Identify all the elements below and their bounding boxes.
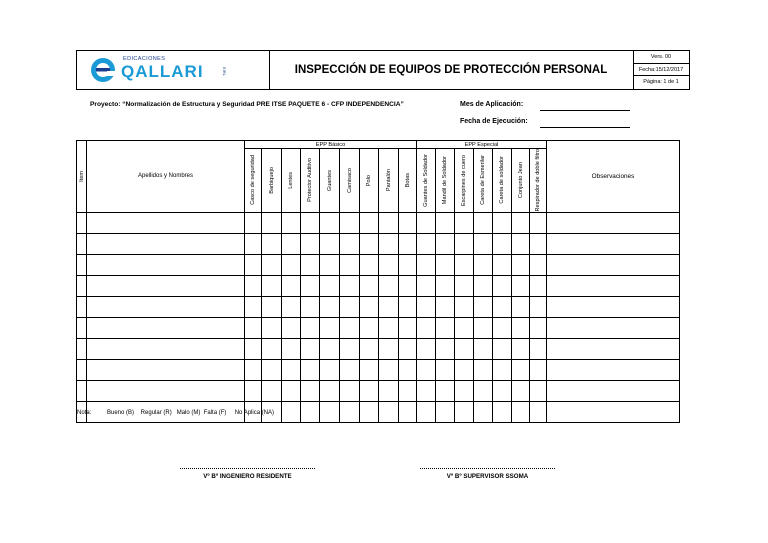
- header-basic-col-label: Polo: [366, 174, 372, 186]
- table-cell[interactable]: [417, 212, 436, 233]
- table-cell[interactable]: [417, 275, 436, 296]
- table-cell[interactable]: [547, 338, 680, 359]
- table-cell[interactable]: [340, 296, 360, 317]
- header-special-col-label: Mandil de Soldador: [442, 156, 448, 205]
- table-cell[interactable]: [379, 401, 399, 422]
- table-cell[interactable]: [417, 401, 436, 422]
- table-cell[interactable]: [530, 275, 547, 296]
- table-cell[interactable]: [320, 359, 340, 380]
- table-cell[interactable]: [262, 233, 282, 254]
- table-cell[interactable]: [340, 401, 360, 422]
- table-cell[interactable]: [301, 359, 320, 380]
- table-cell[interactable]: [530, 254, 547, 275]
- table-cell[interactable]: [282, 317, 301, 338]
- table-cell[interactable]: [379, 317, 399, 338]
- header-basic-col: [282, 149, 301, 213]
- header-epp-special: EPP Especial: [417, 141, 547, 149]
- table-cell[interactable]: [262, 317, 282, 338]
- table-cell[interactable]: [320, 212, 340, 233]
- table-cell[interactable]: [493, 296, 512, 317]
- table-cell[interactable]: [282, 359, 301, 380]
- table-cell[interactable]: [282, 212, 301, 233]
- table-cell[interactable]: [87, 296, 245, 317]
- table-cell[interactable]: [320, 317, 340, 338]
- table-cell[interactable]: [379, 212, 399, 233]
- table-cell[interactable]: [512, 233, 530, 254]
- table-cell[interactable]: [360, 254, 379, 275]
- table-cell[interactable]: [379, 233, 399, 254]
- table-cell[interactable]: [320, 254, 340, 275]
- header-basic-col-label: Lentes: [288, 171, 294, 189]
- table-cell[interactable]: [530, 212, 547, 233]
- table-cell[interactable]: [474, 254, 493, 275]
- table-cell[interactable]: [301, 401, 320, 422]
- note-legend: Bueno (B) Regular (R) Malo (M) Falta (F) No Aplica (NA): [107, 410, 275, 416]
- signature-line-right: [420, 468, 555, 469]
- table-cell[interactable]: [436, 275, 455, 296]
- table-cell[interactable]: [547, 254, 680, 275]
- table-cell[interactable]: [493, 233, 512, 254]
- header-special-col: [474, 149, 493, 213]
- table-cell[interactable]: [474, 233, 493, 254]
- table-cell[interactable]: [530, 317, 547, 338]
- table-cell[interactable]: [455, 317, 474, 338]
- header-basic-col-label: Casco de seguridad: [250, 155, 256, 206]
- table-cell[interactable]: [455, 212, 474, 233]
- table-cell[interactable]: [493, 380, 512, 401]
- document-header: [76, 50, 690, 90]
- table-cell[interactable]: [436, 254, 455, 275]
- table-cell[interactable]: [493, 359, 512, 380]
- table-cell[interactable]: [436, 233, 455, 254]
- table-cell[interactable]: [530, 296, 547, 317]
- table-cell[interactable]: [474, 317, 493, 338]
- header-special-col-label: Escarpines de cuero: [461, 154, 467, 206]
- table-cell[interactable]: [512, 338, 530, 359]
- header-basic-col: [379, 149, 399, 213]
- table-cell[interactable]: [87, 338, 245, 359]
- table-cell[interactable]: [245, 275, 262, 296]
- header-special-col: [436, 149, 455, 213]
- table-cell[interactable]: [360, 380, 379, 401]
- table-cell[interactable]: [245, 317, 262, 338]
- table-cell[interactable]: [245, 233, 262, 254]
- header-special-col-label: Respirador de doble filtro: [535, 149, 541, 212]
- table-cell[interactable]: [512, 254, 530, 275]
- table-cell[interactable]: [245, 380, 262, 401]
- table-cell[interactable]: [282, 380, 301, 401]
- table-cell[interactable]: [455, 338, 474, 359]
- table-cell[interactable]: [493, 338, 512, 359]
- document-title: INSPECCIÓN DE EQUIPOS DE PROTECCIÓN PERSONAL: [269, 51, 634, 89]
- table-row: [77, 254, 680, 275]
- table-cell[interactable]: [455, 359, 474, 380]
- table-cell[interactable]: [379, 359, 399, 380]
- header-special-col-label: Careta de soldador: [499, 156, 505, 205]
- table-cell[interactable]: [340, 275, 360, 296]
- table-cell[interactable]: [360, 359, 379, 380]
- table-cell[interactable]: [262, 275, 282, 296]
- table-cell[interactable]: [436, 212, 455, 233]
- logo-suffix: EIRL: [222, 67, 227, 76]
- logo-wordmark: QALLARI: [121, 62, 204, 81]
- table-cell[interactable]: [399, 401, 417, 422]
- table-cell[interactable]: [301, 233, 320, 254]
- table-cell[interactable]: [262, 296, 282, 317]
- table-cell[interactable]: [245, 212, 262, 233]
- table-cell[interactable]: [301, 380, 320, 401]
- table-cell[interactable]: [87, 317, 245, 338]
- table-cell[interactable]: [493, 212, 512, 233]
- header-basic-col-label: Camisaco: [346, 167, 353, 193]
- signature-resident-label: Vº Bº INGENIERO RESIDENTE: [203, 473, 292, 480]
- header-item: [77, 141, 87, 213]
- table-group-header: [77, 141, 680, 149]
- table-cell[interactable]: [282, 296, 301, 317]
- table-cell[interactable]: [301, 254, 320, 275]
- logo-subtitle: EDICACIONES: [123, 56, 166, 62]
- page-label: Página: 1 de 1: [643, 79, 679, 86]
- table-cell[interactable]: [417, 359, 436, 380]
- table-cell[interactable]: [77, 359, 87, 380]
- inspection-table: [76, 140, 680, 423]
- header-basic-col: [360, 149, 379, 213]
- header-basic-col: [320, 149, 340, 213]
- table-cell[interactable]: [512, 317, 530, 338]
- table-cell[interactable]: [77, 233, 87, 254]
- version-label: Vers. 00: [633, 51, 689, 64]
- header-basic-col: [399, 149, 417, 213]
- table-cell[interactable]: [262, 380, 282, 401]
- table-row: [77, 212, 680, 233]
- execution-date-label: Fecha de Ejecución:: [460, 118, 528, 125]
- project-description: Proyecto: “Normalización de Estructura y Seguridad PRE ITSE PAQUETE 6 - CFP INDEPENDENCIA”: [90, 101, 404, 108]
- header-special-col: [530, 149, 547, 213]
- logo-cell: [77, 51, 270, 89]
- table-cell[interactable]: [87, 359, 245, 380]
- table-cell[interactable]: [379, 275, 399, 296]
- header-basic-col-label: Pantalón: [385, 169, 392, 192]
- table-cell[interactable]: [87, 233, 245, 254]
- signature-supervisor-label: Vº Bº SUPERVISOR SSOMA: [446, 473, 529, 480]
- table-cell[interactable]: [455, 233, 474, 254]
- header-basic-col-label: Botas: [404, 173, 411, 188]
- date-label: Fecha:15/12/2017: [633, 64, 689, 77]
- table-row: [77, 317, 680, 338]
- table-cell[interactable]: [282, 401, 301, 422]
- table-cell[interactable]: [77, 212, 87, 233]
- table-cell[interactable]: [262, 338, 282, 359]
- table-cell[interactable]: [547, 380, 680, 401]
- table-cell[interactable]: [455, 296, 474, 317]
- table-cell[interactable]: [77, 338, 87, 359]
- table-row: [77, 380, 680, 401]
- table-cell[interactable]: [340, 380, 360, 401]
- table-row: [77, 338, 680, 359]
- header-basic-col-label: Protector Auditivo: [307, 158, 313, 203]
- table-row: [77, 233, 680, 254]
- table-cell[interactable]: [493, 254, 512, 275]
- table-cell[interactable]: [493, 401, 512, 422]
- table-cell[interactable]: [512, 380, 530, 401]
- table-cell[interactable]: [77, 317, 87, 338]
- table-cell[interactable]: [530, 359, 547, 380]
- table-cell[interactable]: [301, 275, 320, 296]
- table-cell[interactable]: [512, 275, 530, 296]
- header-observations: Observaciones: [547, 141, 680, 213]
- table-cell[interactable]: [417, 233, 436, 254]
- table-cell[interactable]: [436, 317, 455, 338]
- table-cell[interactable]: [474, 380, 493, 401]
- header-basic-col: [301, 149, 320, 213]
- table-cell[interactable]: [320, 380, 340, 401]
- table-cell[interactable]: [455, 380, 474, 401]
- table-cell[interactable]: [399, 338, 417, 359]
- table-cell[interactable]: [512, 401, 530, 422]
- table-cell[interactable]: [360, 317, 379, 338]
- table-cell[interactable]: [474, 401, 493, 422]
- table-cell[interactable]: [512, 359, 530, 380]
- table-cell[interactable]: [87, 254, 245, 275]
- table-row: [77, 359, 680, 380]
- table-cell[interactable]: [455, 254, 474, 275]
- header-special-col-label: Conjunto Jean: [517, 162, 524, 199]
- table-cell[interactable]: [320, 275, 340, 296]
- table-cell[interactable]: [547, 233, 680, 254]
- table-cell[interactable]: [474, 338, 493, 359]
- execution-date-field[interactable]: [540, 127, 630, 128]
- header-names: Apellidos y Nombres: [87, 141, 245, 213]
- table-row: [77, 296, 680, 317]
- table-cell[interactable]: [360, 233, 379, 254]
- signature-line-left: [180, 468, 315, 469]
- header-epp-basic: EPP Básico: [245, 141, 417, 149]
- table-cell[interactable]: [547, 212, 680, 233]
- table-cell[interactable]: [399, 212, 417, 233]
- table-cell[interactable]: [530, 380, 547, 401]
- table-cell[interactable]: [530, 401, 547, 422]
- table-cell[interactable]: [87, 212, 245, 233]
- table-cell[interactable]: [282, 254, 301, 275]
- table-cell[interactable]: [340, 212, 360, 233]
- header-basic-col: [245, 149, 262, 213]
- table-cell[interactable]: [547, 359, 680, 380]
- table-cell[interactable]: [512, 296, 530, 317]
- header-special-col-label: Guantes de Soldador: [423, 153, 429, 207]
- table-cell[interactable]: [77, 275, 87, 296]
- table-cell[interactable]: [282, 275, 301, 296]
- table-cell[interactable]: [379, 296, 399, 317]
- table-cell[interactable]: [262, 359, 282, 380]
- table-cell[interactable]: [530, 233, 547, 254]
- table-cell[interactable]: [245, 338, 262, 359]
- table-cell[interactable]: [77, 254, 87, 275]
- header-basic-col: [262, 149, 282, 213]
- month-label: Mes de Aplicación:: [460, 101, 524, 108]
- table-cell[interactable]: [360, 401, 379, 422]
- table-cell[interactable]: [436, 338, 455, 359]
- header-special-col: [512, 149, 530, 213]
- table-cell[interactable]: [455, 401, 474, 422]
- table-cell[interactable]: [417, 380, 436, 401]
- table-cell[interactable]: [360, 296, 379, 317]
- table-cell[interactable]: [399, 275, 417, 296]
- table-cell[interactable]: [77, 296, 87, 317]
- table-cell[interactable]: [436, 359, 455, 380]
- table-cell[interactable]: [77, 380, 87, 401]
- table-cell[interactable]: [493, 317, 512, 338]
- table-cell[interactable]: [493, 275, 512, 296]
- table-cell[interactable]: [360, 212, 379, 233]
- table-cell[interactable]: [474, 296, 493, 317]
- table-cell[interactable]: [399, 254, 417, 275]
- table-cell[interactable]: [301, 317, 320, 338]
- table-cell[interactable]: [245, 296, 262, 317]
- table-cell[interactable]: [399, 359, 417, 380]
- header-basic-col-label: Guantes: [326, 169, 333, 191]
- table-cell[interactable]: [455, 275, 474, 296]
- header-special-col: [417, 149, 436, 213]
- table-cell[interactable]: [547, 296, 680, 317]
- table-cell[interactable]: [340, 233, 360, 254]
- table-cell[interactable]: [320, 401, 340, 422]
- header-special-col: [455, 149, 474, 213]
- table-cell[interactable]: [379, 338, 399, 359]
- table-cell[interactable]: [547, 317, 680, 338]
- header-basic-col: [340, 149, 360, 213]
- table-cell[interactable]: [87, 275, 245, 296]
- table-cell[interactable]: [340, 317, 360, 338]
- table-cell[interactable]: [530, 338, 547, 359]
- document-meta: [633, 51, 689, 89]
- table-cell[interactable]: [320, 338, 340, 359]
- table-cell[interactable]: [301, 296, 320, 317]
- header-basic-col-label: Barbiquejo: [268, 166, 275, 194]
- table-cell[interactable]: [547, 401, 680, 422]
- table-cell[interactable]: [245, 254, 262, 275]
- header-special-col: [493, 149, 512, 213]
- logo-e-icon: [89, 56, 119, 84]
- table-cell[interactable]: [360, 275, 379, 296]
- table-cell[interactable]: [301, 338, 320, 359]
- note-label: Nota:: [77, 410, 92, 416]
- table-cell[interactable]: [436, 380, 455, 401]
- table-cell[interactable]: [436, 296, 455, 317]
- table-cell[interactable]: [340, 254, 360, 275]
- table-cell[interactable]: [360, 338, 379, 359]
- month-field[interactable]: [540, 110, 630, 111]
- table-cell[interactable]: [399, 380, 417, 401]
- table-cell[interactable]: [379, 254, 399, 275]
- table-cell[interactable]: [512, 212, 530, 233]
- table-cell[interactable]: [379, 380, 399, 401]
- header-special-col-label: Careta de Esmerilar: [480, 155, 486, 206]
- table-cell[interactable]: [87, 380, 245, 401]
- table-cell[interactable]: [340, 338, 360, 359]
- table-cell[interactable]: [474, 212, 493, 233]
- table-cell[interactable]: [320, 233, 340, 254]
- table-cell[interactable]: [340, 359, 360, 380]
- table-cell[interactable]: [399, 317, 417, 338]
- table-cell[interactable]: [262, 212, 282, 233]
- table-cell[interactable]: [474, 359, 493, 380]
- table-cell[interactable]: [320, 296, 340, 317]
- header-item-label: Item: [78, 170, 85, 182]
- table-cell[interactable]: [399, 233, 417, 254]
- table-cell[interactable]: [301, 212, 320, 233]
- table-cell[interactable]: [417, 338, 436, 359]
- table-cell[interactable]: [417, 317, 436, 338]
- table-cell[interactable]: [417, 296, 436, 317]
- table-cell[interactable]: [245, 359, 262, 380]
- table-cell[interactable]: [262, 254, 282, 275]
- table-cell[interactable]: [547, 275, 680, 296]
- table-cell[interactable]: [436, 401, 455, 422]
- table-cell[interactable]: [399, 296, 417, 317]
- table-cell[interactable]: [417, 254, 436, 275]
- table-row: [77, 275, 680, 296]
- table-cell[interactable]: [282, 233, 301, 254]
- table-cell[interactable]: [282, 338, 301, 359]
- table-cell[interactable]: [474, 275, 493, 296]
